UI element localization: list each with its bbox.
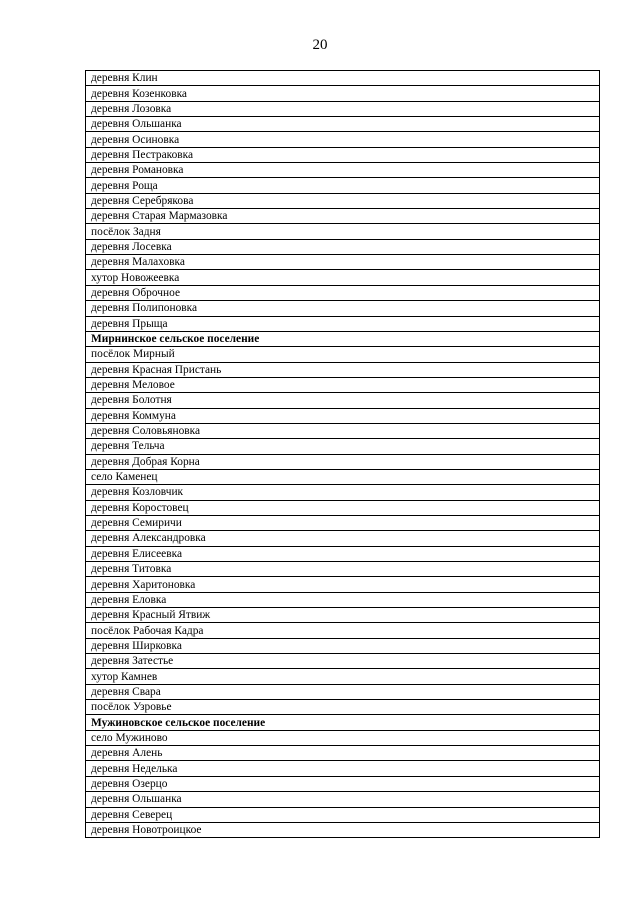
settlement-cell: деревня Оброчное [86,285,600,300]
settlement-cell: деревня Ольшанка [86,117,600,132]
settlement-cell: хутор Камнев [86,669,600,684]
settlement-cell: деревня Красная Пристань [86,362,600,377]
table-row [86,485,600,500]
section-header-row [86,331,600,346]
settlement-cell: деревня Северец [86,807,600,822]
section-header-row [86,715,600,730]
table-row [86,546,600,561]
table-row [86,730,600,745]
table-row [86,193,600,208]
table-row [86,316,600,331]
settlement-cell: деревня Ширковка [86,638,600,653]
settlements-table-body [86,71,600,838]
settlement-cell: деревня Ольшанка [86,792,600,807]
table-row [86,270,600,285]
table-row [86,439,600,454]
settlements-table [85,70,600,838]
table-row [86,362,600,377]
table-row [86,746,600,761]
table-row [86,147,600,162]
settlement-cell: село Мужиново [86,730,600,745]
settlement-cell: деревня Соловьяновка [86,423,600,438]
settlement-cell: деревня Затестье [86,654,600,669]
table-row [86,515,600,530]
table-row [86,163,600,178]
table-row [86,807,600,822]
table-row [86,255,600,270]
table-row [86,101,600,116]
table-row [86,531,600,546]
settlement-cell: деревня Болотня [86,393,600,408]
settlement-cell: посёлок Мирный [86,347,600,362]
settlement-cell: деревня Озерцо [86,776,600,791]
table-row [86,377,600,392]
table-row [86,209,600,224]
table-row [86,623,600,638]
table-row [86,608,600,623]
table-row [86,822,600,837]
table-row [86,792,600,807]
table-row [86,761,600,776]
settlement-cell: деревня Пестраковка [86,147,600,162]
settlement-cell: деревня Малаховка [86,255,600,270]
settlement-cell: деревня Добрая Корна [86,454,600,469]
table-row [86,132,600,147]
settlement-cell: деревня Титовка [86,562,600,577]
settlement-cell: деревня Еловка [86,592,600,607]
settlement-cell: деревня Александровка [86,531,600,546]
table-row [86,776,600,791]
table-row [86,117,600,132]
table-row [86,86,600,101]
settlement-cell: деревня Тельча [86,439,600,454]
settlement-cell: деревня Полипоновка [86,301,600,316]
table-row [86,700,600,715]
table-row [86,178,600,193]
settlement-cell: деревня Романовка [86,163,600,178]
settlement-cell: деревня Старая Мармазовка [86,209,600,224]
settlement-cell: посёлок Рабочая Кадра [86,623,600,638]
table-row [86,393,600,408]
settlement-cell: деревня Коростовец [86,500,600,515]
section-header-cell: Мужиновское сельское поселение [86,715,600,730]
table-row [86,408,600,423]
settlement-cell: деревня Осиновка [86,132,600,147]
table-row [86,239,600,254]
settlement-cell: деревня Свара [86,684,600,699]
section-header-cell: Мирнинское сельское поселение [86,331,600,346]
settlement-cell: деревня Клин [86,71,600,86]
settlement-cell: деревня Лосевка [86,239,600,254]
table-row [86,285,600,300]
settlement-cell: хутор Новожеевка [86,270,600,285]
settlement-cell: деревня Коммуна [86,408,600,423]
table-row [86,71,600,86]
settlement-cell: деревня Елисеевка [86,546,600,561]
settlement-cell: деревня Меловое [86,377,600,392]
settlement-cell: деревня Неделька [86,761,600,776]
table-row [86,301,600,316]
settlement-cell: село Каменец [86,469,600,484]
settlement-cell: деревня Серебрякова [86,193,600,208]
settlement-cell: деревня Лозовка [86,101,600,116]
table-row [86,500,600,515]
settlement-cell: деревня Красный Ятвиж [86,608,600,623]
table-row [86,423,600,438]
table-row [86,669,600,684]
table-row [86,654,600,669]
table-row [86,592,600,607]
settlement-cell: деревня Роща [86,178,600,193]
settlement-cell: посёлок Узровье [86,700,600,715]
settlement-cell: деревня Харитоновка [86,577,600,592]
table-row [86,562,600,577]
table-row [86,638,600,653]
table-row [86,684,600,699]
settlement-cell: деревня Семиричи [86,515,600,530]
settlement-cell: деревня Козловчик [86,485,600,500]
settlement-cell: посёлок Задня [86,224,600,239]
page-number: 20 [312,37,328,53]
settlement-cell: деревня Прыща [86,316,600,331]
table-row [86,577,600,592]
settlement-cell: деревня Новотроицкое [86,822,600,837]
table-row [86,224,600,239]
table-row [86,469,600,484]
table-row [86,347,600,362]
settlement-cell: деревня Алень [86,746,600,761]
settlement-cell: деревня Козенковка [86,86,600,101]
table-row [86,454,600,469]
